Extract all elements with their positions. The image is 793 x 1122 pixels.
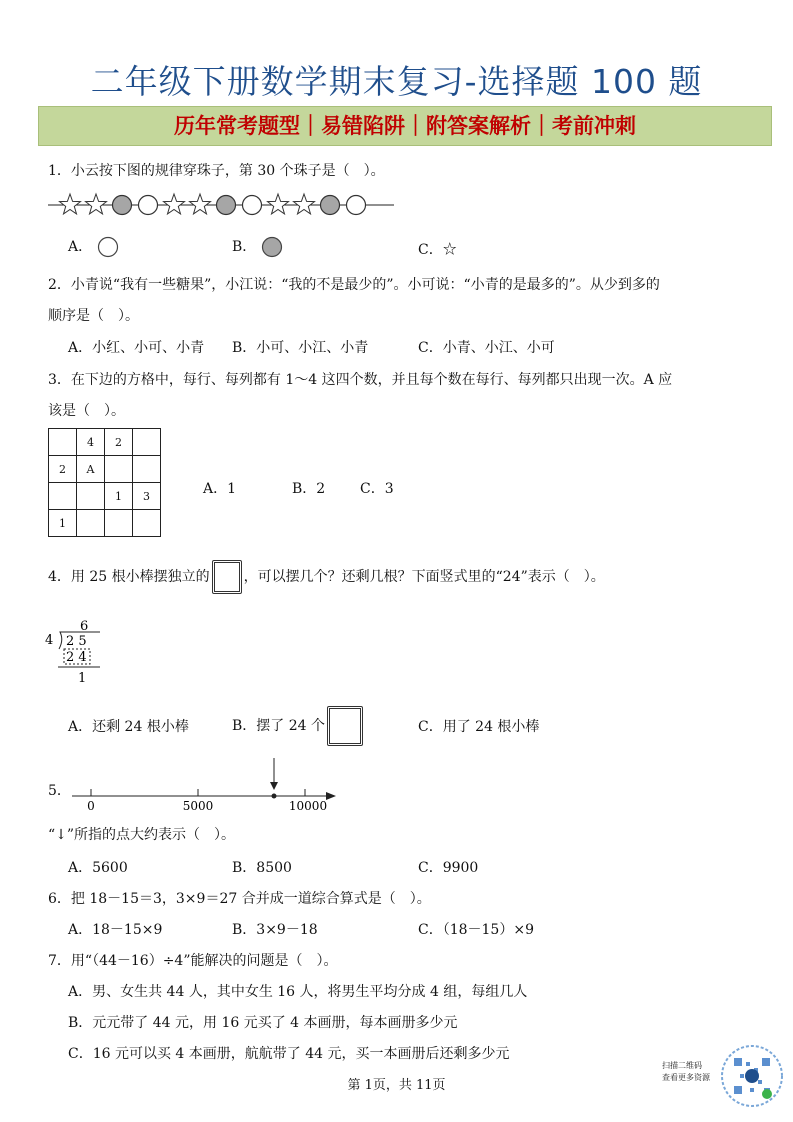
division-product: 2 4 xyxy=(66,650,87,665)
question-5-option-a[interactable]: A．5600 xyxy=(68,860,128,876)
question-7-option-a[interactable]: A．男、女生共 44 人，其中女生 16 人，将男生平均分成 4 组，每组几人 xyxy=(68,984,528,1000)
question-5-number: 5． xyxy=(48,783,71,799)
square-shape-icon xyxy=(327,706,363,746)
question-2-option-c[interactable]: C．小青、小江、小可 xyxy=(418,340,555,356)
subtitle-banner: 历年常考题型｜易错陷阱｜附答案解析｜考前冲刺 xyxy=(38,106,772,146)
grid-cell: 4 xyxy=(77,429,105,456)
question-3-line-1: 3．在下边的方格中，每行、每列都有 1～4 这四个数，并且每个数在每行、每列都只出现一次。A 应 xyxy=(48,372,673,388)
document-title: 二年级下册数学期末复习-选择题 100 题 xyxy=(90,62,703,101)
question-1-option-b[interactable] xyxy=(232,236,283,258)
division-divisor: 4 xyxy=(45,633,54,648)
qr-label-line-1: 扫描二维码 xyxy=(662,1061,702,1070)
question-7-option-c[interactable]: C．16 元可以买 4 本画册，航航带了 44 元，买一本画册后还剩多少元 xyxy=(68,1046,510,1062)
qr-code-label xyxy=(662,1060,710,1084)
question-5-text: “↓”所指的点大约表示（ ）。 xyxy=(48,827,236,843)
gray-bead-icon xyxy=(113,196,132,215)
grid-cell xyxy=(49,483,77,510)
gray-bead-icon xyxy=(217,196,236,215)
division-remainder: 1 xyxy=(78,671,87,686)
grid-cell: A xyxy=(77,456,105,483)
qr-code-icon[interactable] xyxy=(720,1044,784,1108)
division-quotient: 6 xyxy=(80,619,89,634)
grid-cell xyxy=(77,510,105,537)
option-label: A． xyxy=(68,239,93,255)
white-bead-icon xyxy=(139,196,158,215)
division-dividend: 2 5 xyxy=(66,634,87,649)
star-bead-icon xyxy=(294,194,315,214)
question-2-option-a[interactable]: A．小红、小可、小青 xyxy=(68,340,205,356)
question-3-line-2: 该是（ ）。 xyxy=(48,403,125,419)
question-3-option-b[interactable]: B．2 xyxy=(292,481,326,497)
question-6-option-b[interactable]: B．3×9－18 xyxy=(232,922,318,938)
number-grid xyxy=(48,428,161,537)
star-bead-icon xyxy=(60,194,81,214)
tick-label: 0 xyxy=(87,799,95,813)
number-line-figure xyxy=(66,756,346,814)
grid-cell xyxy=(105,456,133,483)
page-footer: 第 1页，共 11页 xyxy=(347,1078,446,1093)
grid-cell xyxy=(133,429,161,456)
grid-cell: 3 xyxy=(133,483,161,510)
white-bead-icon xyxy=(347,196,366,215)
tick-label: 10000 xyxy=(288,799,328,813)
bead-string-figure xyxy=(48,192,394,220)
question-6-text: 6．把 18－15＝3，3×9＝27 合并成一道综合算式是（ ）。 xyxy=(48,891,431,907)
gray-bead-icon xyxy=(321,196,340,215)
grid-cell: 1 xyxy=(105,483,133,510)
white-bead-icon xyxy=(97,236,119,258)
question-1-option-c[interactable]: C．☆ xyxy=(418,242,457,258)
question-4-text-after: ，可以摆几个？还剩几根？下面竖式里的“24”表示（ ）。 xyxy=(243,569,605,585)
grid-cell: 2 xyxy=(105,429,133,456)
long-division-figure xyxy=(44,614,114,688)
white-bead-icon xyxy=(243,196,262,215)
qr-label-line-2: 查看更多资源 xyxy=(662,1073,710,1082)
grid-cell xyxy=(105,510,133,537)
question-4-option-a[interactable]: A．还剩 24 根小棒 xyxy=(68,719,189,735)
grid-cell xyxy=(77,483,105,510)
question-4-option-b[interactable] xyxy=(232,706,365,746)
grid-cell: 2 xyxy=(49,456,77,483)
gray-bead-icon xyxy=(261,236,283,258)
question-5-option-b[interactable]: B．8500 xyxy=(232,860,292,876)
option-label: B． xyxy=(232,239,257,255)
question-4-text-before: 4．用 25 根小棒摆独立的 xyxy=(48,569,210,585)
question-4-text xyxy=(48,560,605,594)
grid-cell xyxy=(49,429,77,456)
question-1-option-a[interactable] xyxy=(68,236,119,258)
star-bead-icon xyxy=(164,194,185,214)
question-3-option-c[interactable]: C．3 xyxy=(360,481,394,497)
star-bead-icon xyxy=(268,194,289,214)
number-line-point xyxy=(272,794,277,799)
grid-cell xyxy=(133,456,161,483)
question-5-option-c[interactable]: C．9900 xyxy=(418,860,479,876)
grid-cell: 1 xyxy=(49,510,77,537)
question-2-line-2: 顺序是（ ）。 xyxy=(48,308,139,324)
question-6-option-a[interactable]: A．18－15×9 xyxy=(68,922,163,938)
question-3-option-a[interactable]: A．1 xyxy=(203,481,237,497)
grid-cell xyxy=(133,510,161,537)
question-4-option-c[interactable]: C．用了 24 根小棒 xyxy=(418,719,540,735)
question-6-option-c[interactable]: C．（18－15）×9 xyxy=(418,922,534,938)
question-2-line-1: 2．小青说“我有一些糖果”，小江说：“我的不是最少的”。小可说：“小青的是最多的”。从少到多的 xyxy=(48,277,660,293)
star-bead-icon xyxy=(86,194,107,214)
question-7-option-b[interactable]: B．元元带了 44 元，用 16 元买了 4 本画册，每本画册多少元 xyxy=(68,1015,458,1031)
question-1-text: 1．小云按下图的规律穿珠子，第 30 个珠子是（ ）。 xyxy=(48,163,385,179)
tick-label: 5000 xyxy=(182,799,214,813)
option-label: B．摆了 24 个 xyxy=(232,718,326,734)
question-2-option-b[interactable]: B．小可、小江、小青 xyxy=(232,340,369,356)
square-shape-icon xyxy=(212,560,242,594)
question-7-text: 7．用“（44－16）÷4”能解决的问题是（ ）。 xyxy=(48,953,338,969)
star-bead-icon xyxy=(190,194,211,214)
